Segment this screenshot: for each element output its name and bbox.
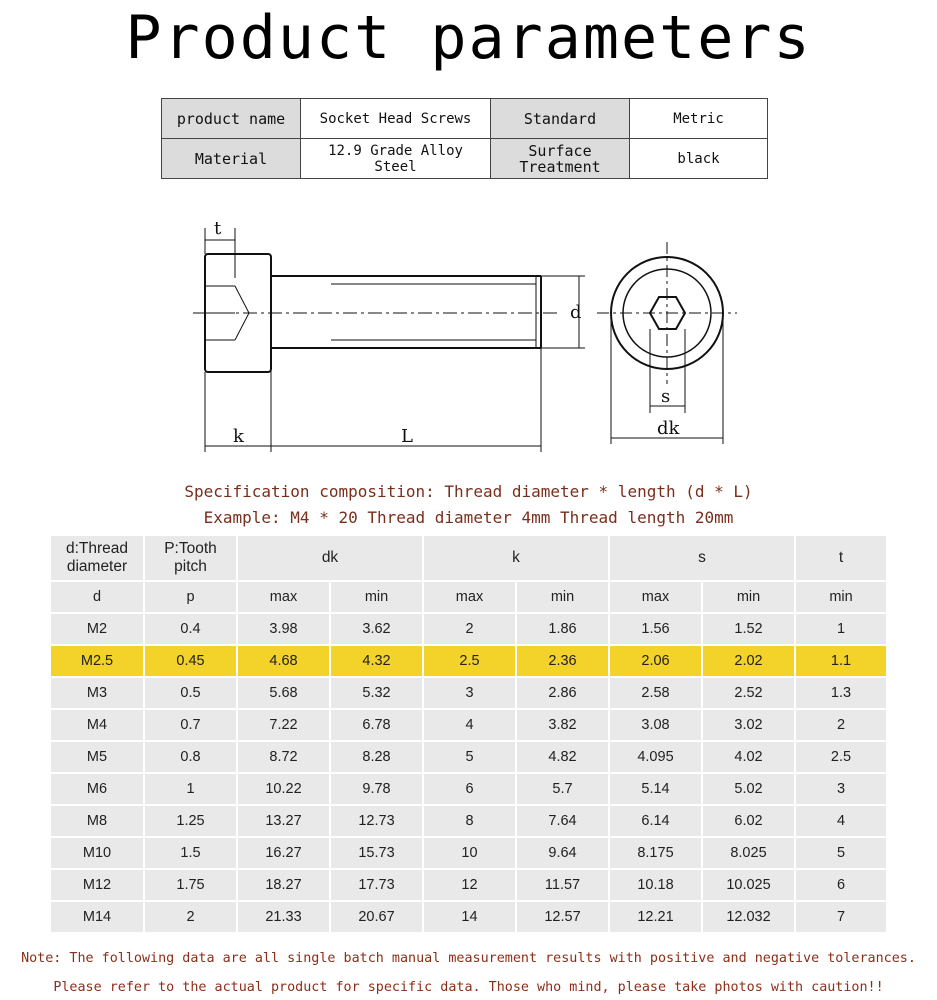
header-k: k — [424, 536, 610, 582]
table-cell: 1.86 — [517, 614, 610, 646]
table-cell: 2.06 — [610, 646, 703, 678]
table-cell: 3.62 — [331, 614, 424, 646]
table-cell: 9.78 — [331, 774, 424, 806]
subheader-cell: max — [610, 582, 703, 614]
table-cell: 3.08 — [610, 710, 703, 742]
table-cell: 2 — [145, 902, 238, 934]
table-cell: 0.7 — [145, 710, 238, 742]
table-cell: 18.27 — [238, 870, 331, 902]
table-cell: M5 — [51, 742, 145, 774]
table-row — [51, 806, 888, 838]
table-cell: 4 — [424, 710, 517, 742]
table-cell: 1.1 — [796, 646, 888, 678]
subheader-cell: min — [331, 582, 424, 614]
table-cell: 11.57 — [517, 870, 610, 902]
spec-example-line: Example: M4 * 20 Thread diameter 4mm Thread length 20mm — [203, 508, 734, 527]
header-thread-diameter — [51, 536, 145, 582]
table-cell: 4 — [796, 806, 888, 838]
table-cell: 12 — [424, 870, 517, 902]
table-cell: 8.28 — [331, 742, 424, 774]
table-body — [51, 614, 888, 934]
table-cell: 8.025 — [703, 838, 796, 870]
table-cell: 10.025 — [703, 870, 796, 902]
table-row — [51, 838, 888, 870]
table-cell: 21.33 — [238, 902, 331, 934]
table-cell: 4.02 — [703, 742, 796, 774]
table-cell: 12.032 — [703, 902, 796, 934]
table-cell: M4 — [51, 710, 145, 742]
table-row — [51, 774, 888, 806]
dimension-label-L: L — [401, 426, 413, 447]
dimension-table — [51, 536, 888, 934]
table-cell: 0.45 — [145, 646, 238, 678]
table-cell: 8.175 — [610, 838, 703, 870]
table-cell: 4.32 — [331, 646, 424, 678]
table-cell: 1 — [145, 774, 238, 806]
table-cell: M14 — [51, 902, 145, 934]
table-cell: 4.095 — [610, 742, 703, 774]
table-cell: M2 — [51, 614, 145, 646]
surface-label-line2: Treatment — [519, 157, 601, 176]
table-cell: 16.27 — [238, 838, 331, 870]
header-d-line2: diameter — [66, 558, 128, 575]
table-cell: 6.78 — [331, 710, 424, 742]
table-cell: M6 — [51, 774, 145, 806]
table-cell: 4.82 — [517, 742, 610, 774]
table-row — [51, 902, 888, 934]
product-name-value: Socket Head Screws — [301, 99, 491, 139]
subheader-cell: max — [238, 582, 331, 614]
subheader-cell: min — [796, 582, 888, 614]
table-cell: 12.57 — [517, 902, 610, 934]
table-cell: 2.58 — [610, 678, 703, 710]
table-cell: 10.22 — [238, 774, 331, 806]
table-cell: 15.73 — [331, 838, 424, 870]
material-value: 12.9 Grade Alloy Steel — [301, 139, 491, 179]
dimension-label-d: d — [570, 302, 582, 323]
table-cell: M2.5 — [51, 646, 145, 678]
table-cell: 0.4 — [145, 614, 238, 646]
header-tooth-pitch — [145, 536, 238, 582]
material-label: Material — [162, 139, 301, 179]
standard-value: Metric — [630, 99, 768, 139]
table-cell: 3 — [424, 678, 517, 710]
table-header-row — [51, 536, 888, 582]
table-cell: 2.86 — [517, 678, 610, 710]
page-title: Product parameters — [125, 3, 812, 73]
table-cell: 2 — [424, 614, 517, 646]
table-cell: 5.68 — [238, 678, 331, 710]
surface-label-line1: Surface — [528, 141, 592, 160]
table-cell: 2.52 — [703, 678, 796, 710]
info-row — [162, 139, 768, 179]
table-row — [51, 710, 888, 742]
dimension-label-dk: dk — [657, 418, 680, 439]
product-name-label: product name — [162, 99, 301, 139]
table-cell: 3.02 — [703, 710, 796, 742]
table-cell: 5.14 — [610, 774, 703, 806]
table-cell: 3.82 — [517, 710, 610, 742]
table-cell: 4.68 — [238, 646, 331, 678]
dimension-label-k: k — [233, 426, 244, 447]
table-cell: 3 — [796, 774, 888, 806]
table-cell: 2.36 — [517, 646, 610, 678]
subheader-cell: max — [424, 582, 517, 614]
table-cell: 1.75 — [145, 870, 238, 902]
table-cell: 5.02 — [703, 774, 796, 806]
table-cell: 9.64 — [517, 838, 610, 870]
table-row — [51, 646, 888, 678]
table-cell: M8 — [51, 806, 145, 838]
table-cell: 0.5 — [145, 678, 238, 710]
table-cell: 7.64 — [517, 806, 610, 838]
product-info-table — [161, 98, 768, 179]
table-cell: 1.52 — [703, 614, 796, 646]
table-cell: 12.21 — [610, 902, 703, 934]
header-s: s — [610, 536, 796, 582]
subheader-cell: p — [145, 582, 238, 614]
info-row — [162, 99, 768, 139]
subheader-cell: min — [517, 582, 610, 614]
table-cell: 12.73 — [331, 806, 424, 838]
table-cell: 6 — [796, 870, 888, 902]
table-cell: 6.14 — [610, 806, 703, 838]
dimension-label-t: t — [214, 218, 222, 239]
table-cell: M3 — [51, 678, 145, 710]
surface-treatment-label — [491, 139, 630, 179]
header-dk: dk — [238, 536, 424, 582]
surface-treatment-value: black — [630, 139, 768, 179]
table-cell: 17.73 — [331, 870, 424, 902]
table-cell: 1.3 — [796, 678, 888, 710]
table-cell: M12 — [51, 870, 145, 902]
header-d-line1: d:Thread — [65, 540, 129, 557]
table-cell: 8 — [424, 806, 517, 838]
table-cell: 2 — [796, 710, 888, 742]
table-row — [51, 870, 888, 902]
table-row — [51, 678, 888, 710]
table-cell: 1.25 — [145, 806, 238, 838]
subheader-cell: min — [703, 582, 796, 614]
table-cell: 1.5 — [145, 838, 238, 870]
table-cell: 7 — [796, 902, 888, 934]
note-line-2: Please refer to the actual product for specific data. Those who mind, please take photos with caution!! — [53, 980, 884, 995]
table-cell: 3.98 — [238, 614, 331, 646]
spec-composition-line: Specification composition: Thread diameter * length (d * L) — [184, 482, 753, 501]
table-cell: 5 — [796, 838, 888, 870]
header-p-line2: pitch — [174, 558, 207, 575]
subheader-cell: d — [51, 582, 145, 614]
table-cell: 2.02 — [703, 646, 796, 678]
standard-label: Standard — [491, 99, 630, 139]
dimension-label-s: s — [661, 386, 671, 407]
table-cell: 1 — [796, 614, 888, 646]
header-p-line1: P:Tooth — [164, 540, 217, 557]
table-cell: 6 — [424, 774, 517, 806]
table-cell: 5.32 — [331, 678, 424, 710]
table-cell: 2.5 — [424, 646, 517, 678]
table-cell: 6.02 — [703, 806, 796, 838]
table-cell: M10 — [51, 838, 145, 870]
table-cell: 7.22 — [238, 710, 331, 742]
table-cell: 2.5 — [796, 742, 888, 774]
table-cell: 14 — [424, 902, 517, 934]
table-cell: 10.18 — [610, 870, 703, 902]
table-cell: 1.56 — [610, 614, 703, 646]
table-subheader-row — [51, 582, 888, 614]
table-cell: 8.72 — [238, 742, 331, 774]
table-cell: 5.7 — [517, 774, 610, 806]
table-cell: 5 — [424, 742, 517, 774]
table-cell: 10 — [424, 838, 517, 870]
table-cell: 0.8 — [145, 742, 238, 774]
note-line-1: Note: The following data are all single batch manual measurement results with positive and negative tolerances. — [21, 951, 916, 966]
table-row — [51, 614, 888, 646]
table-cell: 20.67 — [331, 902, 424, 934]
table-row — [51, 742, 888, 774]
screw-diagram — [185, 218, 745, 458]
header-t: t — [796, 536, 888, 582]
table-cell: 13.27 — [238, 806, 331, 838]
